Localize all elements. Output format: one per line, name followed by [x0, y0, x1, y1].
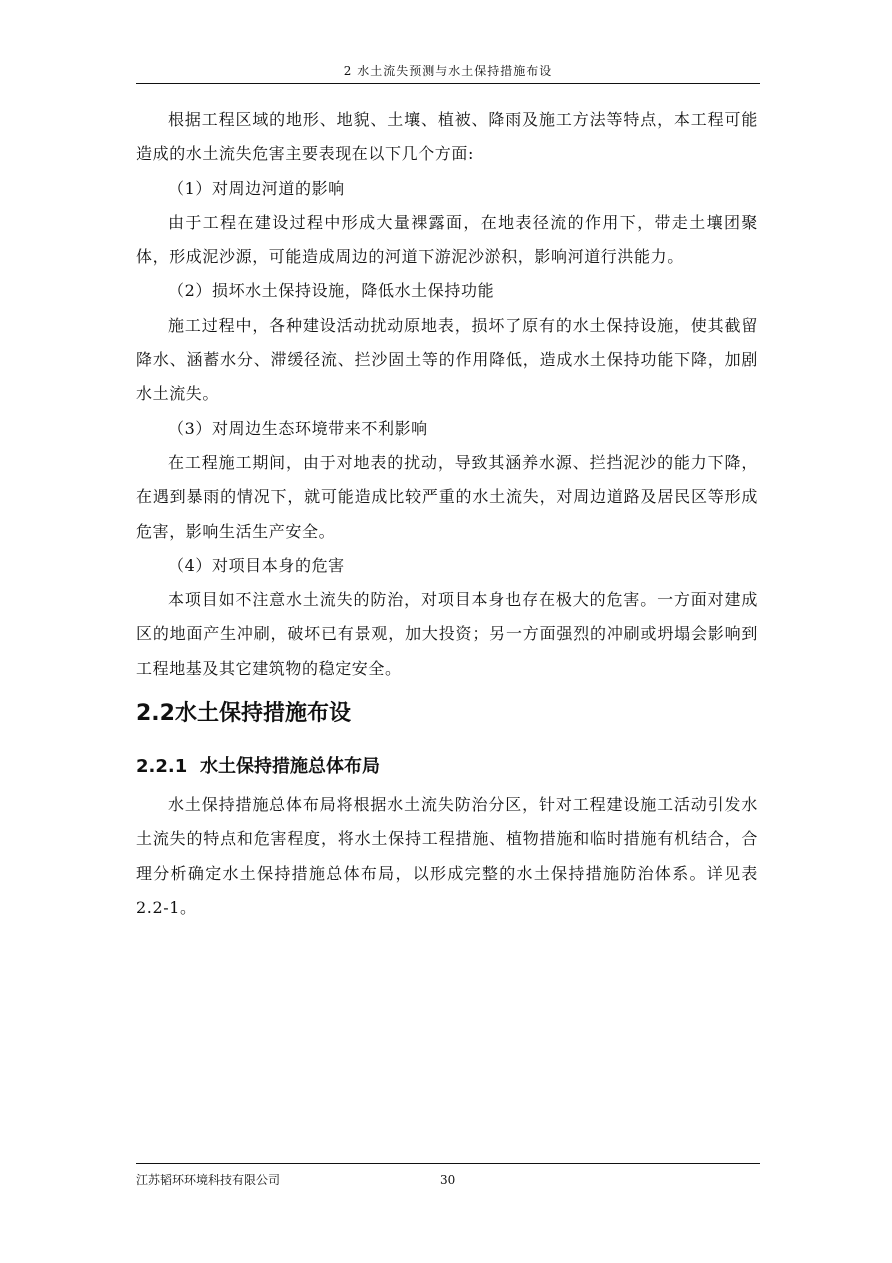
subsection-title: 水土保持措施总体布局	[200, 756, 380, 778]
intro-paragraph: 根据工程区域的地形、地貌、土壤、植被、降雨及施工方法等特点，本工程可能造成的水土流失危害主要表现在以下几个方面:	[136, 110, 758, 164]
footer-divider	[136, 1163, 760, 1164]
running-header: 2 水土流失预测与水土保持措施布设	[343, 64, 553, 78]
page-number: 30	[440, 1173, 456, 1187]
item-4-text: 本项目如不注意水土流失的防治，对项目本身也存在极大的危害。一方面对建成区的地面产生冲刷，破坏已有景观，加大投资；另一方面强烈的冲刷或坍塌会影响到工程地基及其它建筑物的稳定安全。	[136, 590, 758, 678]
item-1-text: 由于工程在建设过程中形成大量裸露面，在地表径流的作用下，带走土壤团聚体，形成泥沙源，可能造成周边的河道下游泥沙淤积，影响河道行洪能力。	[136, 212, 758, 267]
item-3-text: 在工程施工期间，由于对地表的扰动，导致其涵养水源、拦挡泥沙的能力下降，在遇到暴雨的情况下，就可能造成比较严重的水土流失，对周边道路及居民区等形成危害，影响生活生产安全。	[136, 452, 758, 541]
item-3-title: （3）对周边生态环境带来不利影响	[168, 418, 428, 438]
header-divider	[136, 83, 760, 84]
item-1-title: （1）对周边河道的影响	[168, 178, 345, 198]
subsection-heading	[136, 750, 758, 784]
subsection-paragraph: 水土保持措施总体布局将根据水土流失防治分区，针对工程建设施工活动引发水土流失的特点和危害程度，将水土保持工程措施、植物措施和临时措施有机结合，合理分析确定水土保持措施总体布局，以形成完整的水土保持措施防治体系。详见表 2.2-1。	[136, 795, 758, 917]
item-4-title: （4）对项目本身的危害	[168, 555, 345, 575]
document-body	[136, 103, 758, 925]
subsection-number: 2.2.1	[136, 756, 188, 778]
item-2-text: 施工过程中，各种建设活动扰动原地表，损坏了原有的水土保持设施，使其截留降水、涵蓄水分、滞缓径流、拦沙固土等的作用降低，造成水土保持功能下降，加剧水土流失。	[136, 315, 758, 404]
section-heading: 2.2水土保持措施布设	[136, 701, 351, 727]
item-2-title: （2）损坏水土保持设施，降低水土保持功能	[168, 281, 495, 301]
footer-company: 江苏韬环环境科技有限公司	[136, 1173, 281, 1187]
